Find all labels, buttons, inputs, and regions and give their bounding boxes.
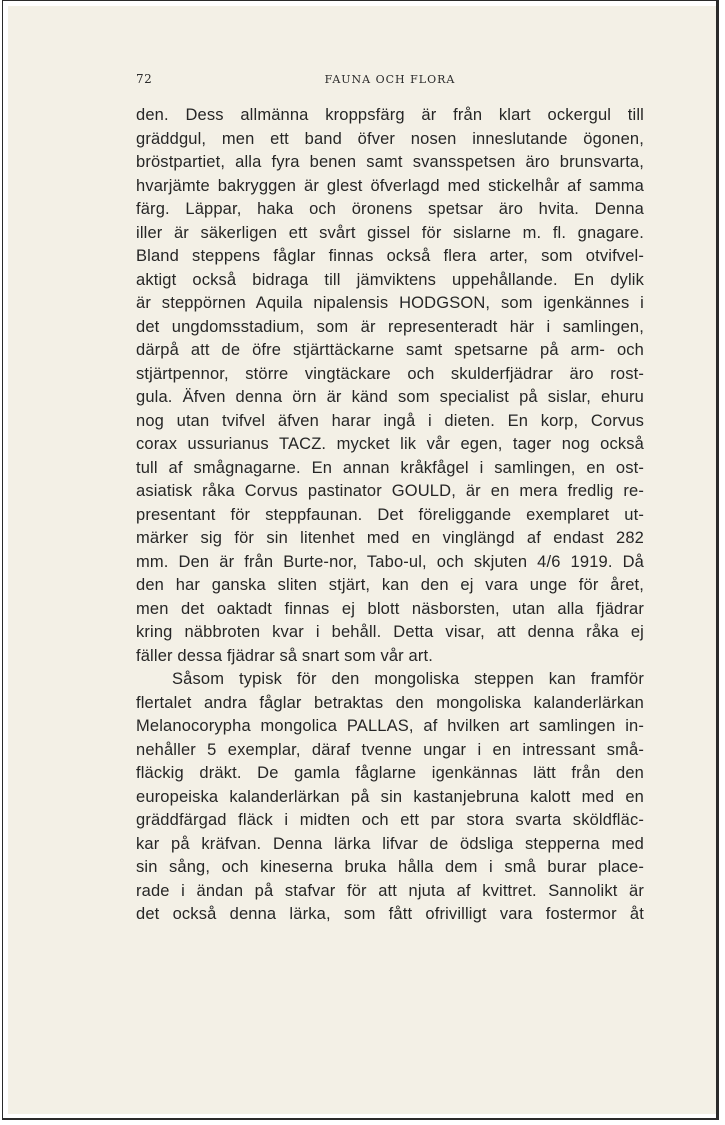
page-header-title: FAUNA OCH FLORA — [324, 73, 456, 86]
text-line: Bland steppens fåglar finnas också flera arter, som otvifvel- — [136, 247, 644, 265]
text-line: presentant för steppfaunan. Det föreliggande exemplaret ut- — [136, 505, 644, 524]
text-line: är steppörnen Aquila nipalensis HODGSON, som igenkännes i — [136, 294, 644, 312]
text-line: den. Dess allmänna kroppsfärg är från klart ockergul till — [136, 106, 644, 124]
text-line: gräddgul, men ett band öfver nosen inneslutande ögonen, — [136, 129, 644, 148]
text-line: stjärtpennor, större vingtäckare och skulderfjädrar äro rost- — [136, 364, 644, 383]
text-line: rade i ändan på stafvar för att njuta af kvittret. Sannolikt är — [136, 881, 644, 900]
text-line: Melanocorypha mongolica PALLAS, af hvilken art samlingen in- — [136, 717, 644, 735]
text-line: gula. Äfven denna örn är känd som specialist på sislar, ehuru — [136, 388, 644, 406]
text-line: därpå att de öfre stjärttäckarne samt spetsarne på arm- och — [136, 341, 644, 359]
text-line: färg. Läppar, haka och öronens spetsar äro hvita. Denna — [136, 200, 644, 218]
text-line: bröstpartiet, alla fyra benen samt svansspetsen äro brunsvarta, — [136, 153, 644, 171]
text-line: men det oaktadt finnas ej blott näsborsten, utan alla fjädrar — [136, 599, 644, 618]
text-line: den har ganska sliten stjärt, kan den ej vara unge för året, — [136, 576, 644, 594]
text-line: nehåller 5 exemplar, däraf tvenne ungar i en intressant små- — [136, 740, 644, 759]
paragraph-2 — [136, 668, 644, 927]
text-line: hvarjämte bakryggen är glest öfverlagd med stickelhår af samma — [136, 176, 644, 195]
text-line: sin sång, och kineserna bruka hålla dem i små burar place- — [136, 858, 644, 876]
text-line: aktigt också bidraga till jämviktens uppehållande. En dylik — [136, 270, 644, 289]
text-line: märker sig för sin litenhet med en vinglängd af endast 282 — [136, 529, 644, 547]
text-line: Såsom typisk för den mongoliska steppen kan framför — [172, 670, 644, 688]
text-line: fäller dessa fjädrar så snart som vår art. — [136, 646, 433, 665]
text-line: asiatisk råka Corvus pastinator GOULD, är en mera fredlig re- — [136, 482, 644, 500]
text-line: mm. Den är från Burte-nor, Tabo-ul, och skjuten 4/6 1919. Då — [136, 552, 644, 571]
text-line: europeiska kalanderlärkan på sin kastanjebruna kalott med en — [136, 787, 644, 806]
text-line: fläckig dräkt. De gamla fåglarne igenkännas lätt från den — [136, 764, 644, 782]
text-line: tull af smågnagarne. En annan kråkfågel i samlingen, en ost- — [136, 458, 644, 477]
text-line: kring näbbroten kvar i behåll. Detta visar, att denna råka ej — [136, 623, 644, 641]
page-number: 72 — [136, 72, 153, 86]
text-line: gräddfärgad fläck i midten och ett par stora svarta sköldfläc- — [136, 811, 644, 829]
paragraph-1 — [136, 104, 644, 668]
text-line: corax ussurianus TACZ. mycket lik vår egen, tager nog också — [136, 435, 644, 453]
text-line: det också denna lärka, som fått ofrivilligt vara fostermor åt — [136, 905, 644, 923]
text-line: nog utan tvifvel äfven harar ingå i dieten. En korp, Corvus — [136, 411, 644, 430]
text-line: flertalet andra fåglar betraktas den mongoliska kalanderlärkan — [136, 693, 644, 712]
text-line: iller är säkerligen ett svårt gissel för sislarne m. fl. gnagare. — [136, 223, 644, 242]
text-line: kar på kräfvan. Denna lärka lifvar de ödsliga stepperna med — [136, 834, 644, 853]
running-head — [136, 72, 644, 90]
body-text — [136, 104, 644, 927]
text-line: det ungdomsstadium, som är representeradt här i samlingen, — [136, 317, 644, 336]
